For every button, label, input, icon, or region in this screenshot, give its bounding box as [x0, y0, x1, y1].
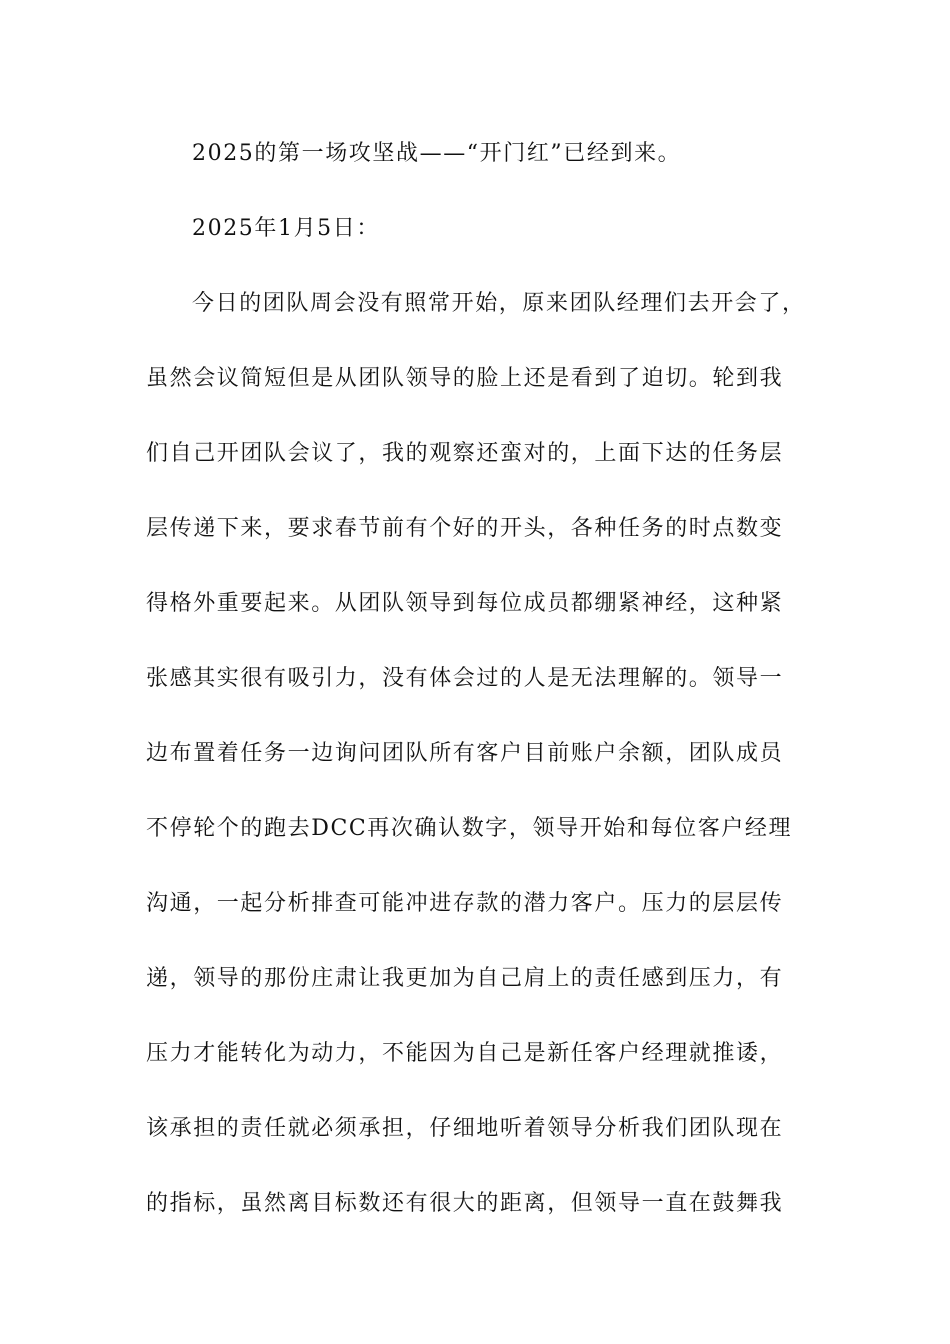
- paragraph-line: 虽然会议简短但是从团队领导的脸上还是看到了迫切。轮到我: [146, 366, 784, 391]
- document-date: 2025年1月5日：: [192, 216, 380, 241]
- paragraph-line: 该承担的责任就必须承担，仔细地听着领导分析我们团队现在: [146, 1116, 784, 1141]
- paragraph-line: 们自己开团队会议了，我的观察还蛮对的，上面下达的任务层: [146, 441, 784, 466]
- paragraph-line: 递，领导的那份庄肃让我更加为自己肩上的责任感到压力，有: [146, 966, 784, 991]
- paragraph-line: 不停轮个的跑去DCC再次确认数字，领导开始和每位客户经理: [146, 816, 793, 841]
- paragraph-line: 压力才能转化为动力，不能因为自己是新任客户经理就推诿，: [146, 1041, 784, 1066]
- paragraph-line: 层传递下来，要求春节前有个好的开头，各种任务的时点数变: [146, 516, 784, 541]
- paragraph-line: 沟通，一起分析排查可能冲进存款的潜力客户。压力的层层传: [146, 891, 784, 916]
- paragraph-line: 张感其实很有吸引力，没有体会过的人是无法理解的。领导一: [146, 666, 784, 691]
- document-heading: 2025的第一场攻坚战——“开门红”已经到来。: [192, 141, 682, 166]
- paragraph-line: 的指标，虽然离目标数还有很大的距离，但领导一直在鼓舞我: [146, 1191, 784, 1216]
- paragraph-line: 边布置着任务一边询问团队所有客户目前账户余额，团队成员: [146, 741, 784, 766]
- paragraph-line: 今日的团队周会没有照常开始，原来团队经理们去开会了，: [192, 291, 806, 316]
- paragraph-line: 得格外重要起来。从团队领导到每位成员都绷紧神经，这种紧: [146, 591, 784, 616]
